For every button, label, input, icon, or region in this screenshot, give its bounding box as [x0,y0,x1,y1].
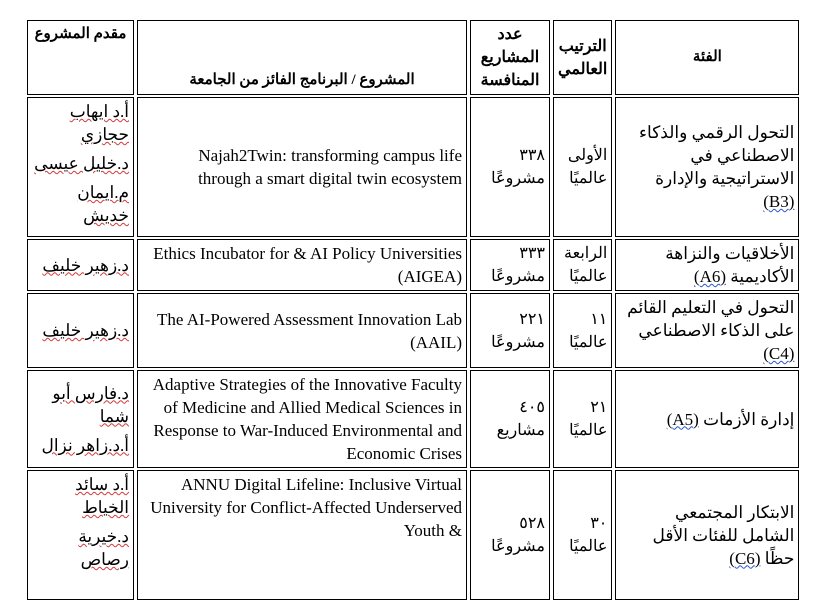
table-row [27,370,799,468]
cell-presenter [27,239,134,291]
presenter-name: د.خليل عيسى [34,154,129,173]
cell-presenter [27,470,134,600]
presenter-name: أ.د ايهاب حجازي [69,102,129,144]
presenter-name: أ.د.زاهر نزال [41,435,129,455]
category-code: (C6) [729,548,761,568]
project-title: ANNU Digital Lifeline: Inclusive Virtual University for Conflict-Affected Underserved Youth & [150,475,462,540]
category-text: الابتكار المجتمعي الشامل للفئات الأقل حظًا [652,502,795,568]
header-category: الفئة [615,20,799,95]
cell-project [137,239,467,291]
project-title: The AI-Powered Assessment Innovation Lab (AAIL) [157,309,462,352]
cell-category [615,470,799,600]
category-code: (A6) [693,267,727,286]
header-project: المشروع / البرنامج الفائز من الجامعة [137,20,467,95]
category-text: الأخلاقيات والنزاهة الأكاديمية [665,244,795,286]
cell-project [137,370,467,468]
cell-rank: ٢١ عالميًا [553,370,612,468]
cell-project [137,97,467,237]
cell-rank: الأولى عالميًا [553,97,612,237]
cell-category [615,370,799,468]
presenter-name: د.خيرية رصاص [78,527,129,569]
cell-presenter [27,293,134,368]
cell-count: ٣٣٣ مشروعًا [470,239,550,291]
cell-project [137,470,467,600]
cell-category [615,239,799,291]
table-header-row [27,20,799,95]
table-row [27,470,799,600]
cell-category [615,97,799,237]
cell-count: ٣٣٨ مشروعًا [470,97,550,237]
project-title: Najah2Twin: transforming campus life through a smart digital twin ecosystem [198,146,462,188]
category-code: (A5) [666,409,699,429]
cell-count: ٢٢١ مشروعًا [470,293,550,368]
cell-project [137,293,467,368]
presenter-name: د.زهير خليف [42,321,129,340]
cell-rank: الرابعة عالميًا [553,239,612,291]
cell-count: ٥٢٨ مشروعًا [470,470,550,600]
cell-category [615,293,799,368]
category-code: (C4) [763,344,795,363]
cell-rank: ٣٠ عالميًا [553,470,612,600]
presenter-name: د.فارس أبو شما [52,383,129,426]
header-rank: الترتيب العالمي [553,20,612,95]
presenter-name: م.ايمان خديش [77,183,129,225]
cell-presenter [27,370,134,468]
awards-table [24,18,802,602]
project-title: Ethics Incubator for & AI Policy Universities (AIGEA) [153,244,462,286]
presenter-name: أ.د سائد الخياط [75,475,129,517]
table-row [27,239,799,291]
header-presenter: مقدم المشروع [27,20,134,95]
cell-rank: ١١ عالميًا [553,293,612,368]
table-row [27,97,799,237]
category-text: إدارة الأزمات [703,409,795,429]
presenter-name: د.زهير خليف [42,255,129,275]
cell-presenter [27,97,134,237]
cell-count: ٤٠٥ مشاريع [470,370,550,468]
category-text: التحول في التعليم القائم على الذكاء الاصطناعي [627,298,795,340]
project-title: Adaptive Strategies of the Innovative Faculty of Medicine and Allied Medical Sciences in Response to War-Induced Environmental and Economic Crises [152,375,462,463]
header-count: عدد المشاريع المنافسة [470,20,550,95]
category-code: (B3) [763,192,795,211]
table-row [27,293,799,368]
category-text: التحول الرقمي والذكاء الاصطناعي في الاستراتيجية والإدارة [639,123,795,188]
